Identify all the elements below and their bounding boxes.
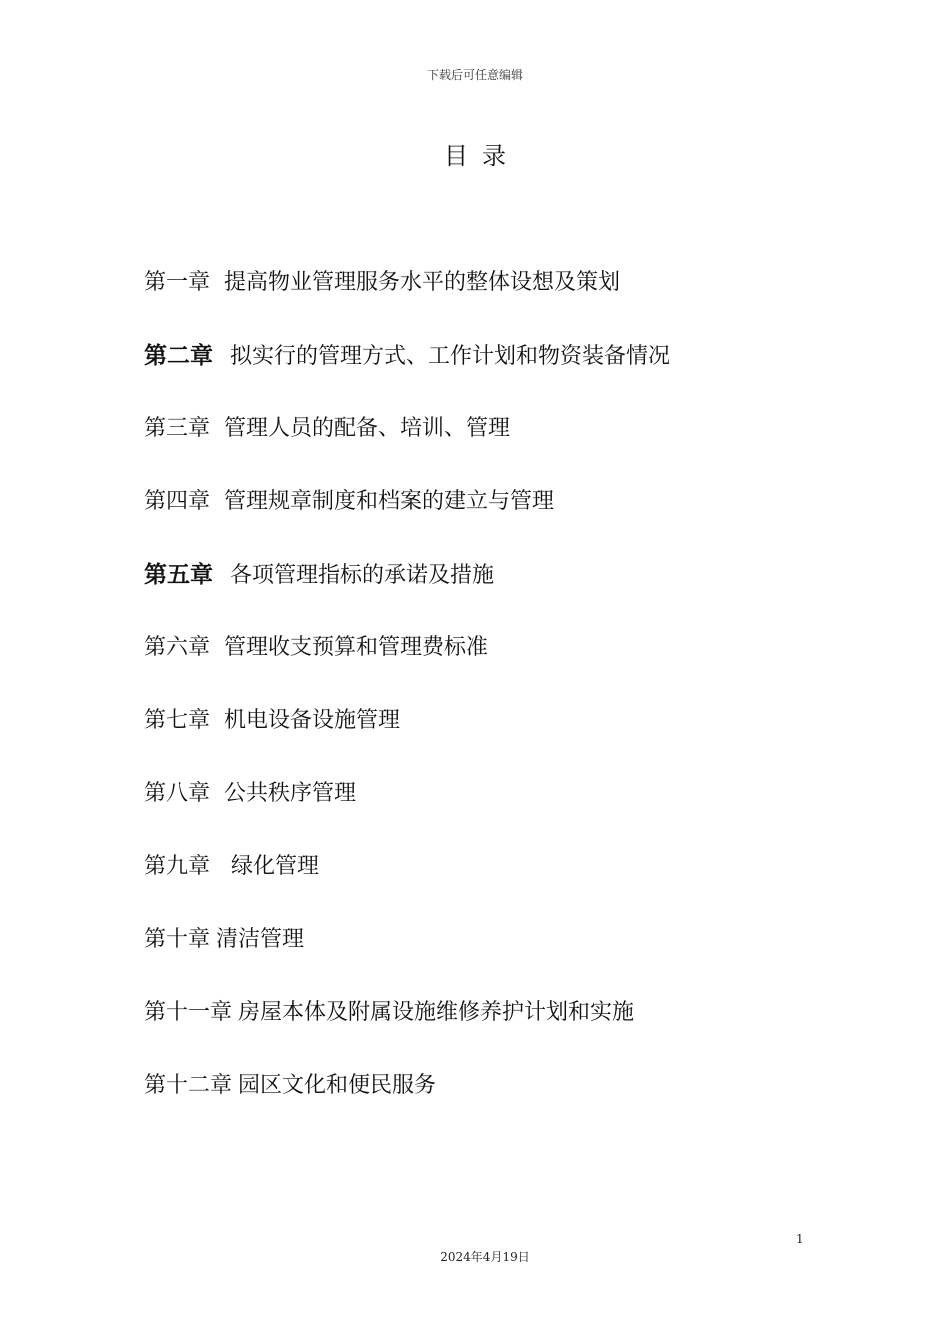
chapter-number: 第十章 <box>144 927 211 952</box>
toc-item-12 <box>144 1067 844 1140</box>
toc-item-3 <box>144 410 844 483</box>
toc-item-1 <box>144 264 844 337</box>
toc-item-9 <box>144 848 844 921</box>
chapter-title: 机电设备设施管理 <box>224 708 401 733</box>
header-note: 下载后可任意编辑 <box>426 68 523 82</box>
chapter-title: 绿化管理 <box>231 854 320 879</box>
toc-item-4 <box>144 483 844 556</box>
toc-item-6 <box>144 629 844 702</box>
toc-item-8 <box>144 775 844 848</box>
toc-item-7 <box>144 702 844 775</box>
toc-item-5 <box>144 556 844 629</box>
chapter-number: 第四章 <box>144 489 211 514</box>
chapter-number: 第七章 <box>144 708 211 733</box>
chapter-title: 管理规章制度和档案的建立与管理 <box>224 489 555 514</box>
footer-date: 2024年4月19日 <box>440 1250 530 1264</box>
chapter-title: 清洁管理 <box>216 927 305 952</box>
chapter-number: 第二章 <box>144 343 213 369</box>
chapter-number: 第三章 <box>144 416 211 441</box>
chapter-number: 第八章 <box>144 781 211 806</box>
chapter-title: 拟实行的管理方式、工作计划和物资装备情况 <box>230 344 671 369</box>
chapter-title: 管理收支预算和管理费标准 <box>224 635 489 660</box>
chapter-title: 园区文化和便民服务 <box>238 1073 437 1098</box>
chapter-number: 第九章 <box>144 854 211 879</box>
chapter-title: 各项管理指标的承诺及措施 <box>230 563 495 588</box>
chapter-title: 管理人员的配备、培训、管理 <box>224 416 511 441</box>
page-number: 1 <box>796 1232 804 1246</box>
chapter-title: 房屋本体及附属设施维修养护计划和实施 <box>238 1000 635 1025</box>
chapter-number: 第六章 <box>144 635 211 660</box>
chapter-title: 提高物业管理服务水平的整体设想及策划 <box>224 270 621 295</box>
chapter-number: 第十一章 <box>144 1000 233 1025</box>
toc-item-2 <box>144 337 844 410</box>
toc-title: 目录 <box>444 142 520 170</box>
chapter-title: 公共秩序管理 <box>224 781 357 806</box>
table-of-contents <box>144 264 844 1140</box>
chapter-number: 第十二章 <box>144 1073 233 1098</box>
toc-item-10 <box>144 921 844 994</box>
chapter-number: 第五章 <box>144 562 213 588</box>
toc-item-11 <box>144 994 844 1067</box>
chapter-number: 第一章 <box>144 270 211 295</box>
